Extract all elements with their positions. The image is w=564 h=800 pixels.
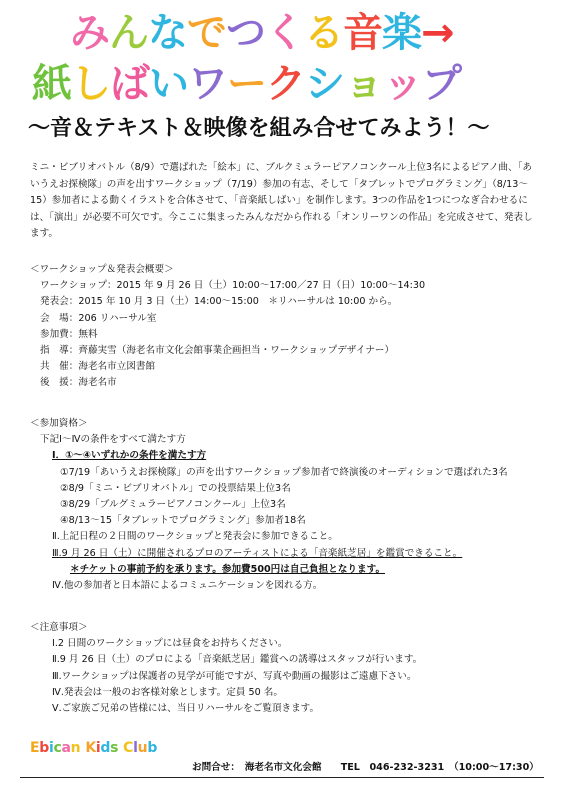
eligibility-condition-3-note: ＊チケットの事前予約を承ります。参加費500円は自己負担となります。 xyxy=(70,563,386,575)
title-line-2-char: ば xyxy=(110,61,149,107)
title-line-1-char: 楽 xyxy=(382,10,421,56)
eligibility-section xyxy=(30,416,540,594)
eligibility-sub-item: ③8/29「ブルグミュラーピアノコンクール」上位3名 xyxy=(60,498,286,510)
title-line-2-char: い xyxy=(149,61,188,107)
logo-char: K xyxy=(85,740,96,756)
notes-section xyxy=(30,620,540,717)
notes-heading: ＜注意事項＞ xyxy=(30,622,88,633)
logo-char: b xyxy=(147,740,158,756)
title-line-1-char: 音 xyxy=(343,10,382,56)
overview-item: 発表会：2015 年 10 月 3 日（土）14:00～15:00 ＊リハーサルは 10:00 から。 xyxy=(40,296,398,308)
eligibility-sub-item: ④8/13～15「タブレットでプログラミング」参加者18名 xyxy=(60,515,306,527)
logo-char: d xyxy=(100,740,111,756)
title-line-1-char: な xyxy=(148,10,187,56)
contact-info: お問合せ： 海老名市文化会館 TEL 046-232-3231 （10:00～17:30） xyxy=(192,762,539,773)
overview-heading: ＜ワークショップ＆発表会概要＞ xyxy=(30,264,174,275)
notes-item: Ⅴ.ご家族ご兄弟の皆様には、当日リハーサルをご覧頂きます。 xyxy=(52,702,320,714)
notes-item: Ⅳ.発表会は一般のお客様対象とします。定員 50 名。 xyxy=(52,686,283,698)
ebican-kids-club-logo xyxy=(30,737,160,759)
overview-item: 参加費：無料 xyxy=(40,328,98,340)
logo-char: c xyxy=(53,740,62,756)
intro-paragraph: ミニ・ビブリオバトル（8/9）で選ばれた「絵本」に、ブルクミュラーピアノコンクール上位3名によるピアノ曲、「あいうえお探検隊」の声を出すワークショップ（7/19）参加の有志、そして「タブレットでプログラミング」（8/13～15）参加者による動くイラストを合体させて、「音楽紙しばい」を制作します。3つの作品を1つにつなぎ合わせるには、「演出」が必要不可欠です。今ここに集まったみんなだから作れる「オンリーワンの作品」を完成させて、発表します。 xyxy=(30,162,533,239)
title-line-2-char: ク xyxy=(266,61,305,107)
eligibility-condition-4: Ⅳ.他の参加者と日本語によるコミュニケーションを図れる方。 xyxy=(52,579,323,591)
title-line-1 xyxy=(70,8,540,58)
overview-section xyxy=(30,262,540,392)
logo-char: i xyxy=(49,740,54,756)
eligibility-condition-3: Ⅲ.9 月 26 日（土）に開催されるプロのアーティストによる「音楽紙芝居」を鑑賞できること。 xyxy=(52,547,463,559)
title-line-2-char: ョ xyxy=(344,61,383,107)
overview-item: 会 場：206 リハーサル室 xyxy=(40,312,157,324)
logo-char: i xyxy=(95,740,101,756)
notes-item: Ⅱ.9 月 26 日（土）のプロによる「音楽紙芝居」鑑賞への誘導はスタッフが行います。 xyxy=(52,654,423,666)
overview-item: 後 援：海老名市 xyxy=(40,377,117,389)
overview-item: 指 導：齊藤実雪（海老名市文化会館事業企画担当・ワークショップデザイナー） xyxy=(40,344,395,356)
eligibility-sub-item: ②8/9「ミニ・ビブリオバトル」での投票結果上位3名 xyxy=(60,482,291,494)
title-line-2-char: ー xyxy=(227,61,266,107)
logo-char: E xyxy=(30,740,40,756)
logo-char: C xyxy=(123,740,134,756)
eligibility-condition-1: Ⅰ．①～④いずれかの条件を満たす方 xyxy=(52,450,207,462)
eligibility-sub-item: ①7/19「あいうえお探検隊」の声を出すワークショップ参加者で終演後のオーディションで選ばれた3名 xyxy=(60,466,508,478)
title-line-2-char: 紙 xyxy=(32,61,71,107)
logo-char: u xyxy=(137,740,148,756)
title-line-1-char: → xyxy=(421,10,454,56)
logo-char: b xyxy=(39,740,49,756)
title-line-2 xyxy=(32,58,532,110)
footer-divider xyxy=(20,777,544,778)
title-line-1-char: で xyxy=(187,10,226,56)
logo-char: n xyxy=(70,740,81,756)
overview-item: ワークショップ：2015 年 9 月 26 日（土）10:00～17:00／27 日（日）10:00～14:30 xyxy=(40,280,426,292)
title-line-2-char: し xyxy=(71,61,110,107)
title-line-2-char: プ xyxy=(422,61,461,107)
subtitle: ～音＆テキスト＆映像を組み合せてみよう！～ xyxy=(28,116,490,141)
logo-char: a xyxy=(61,740,71,756)
eligibility-condition-2: Ⅱ.上記日程の２日間のワークショップと発表会に参加できること。 xyxy=(52,531,338,543)
title-line-1-char: く xyxy=(265,10,304,56)
logo-char: l xyxy=(133,740,138,756)
eligibility-intro: 下記Ⅰ～Ⅳの条件をすべて満たす方 xyxy=(40,434,186,446)
logo-char: s xyxy=(110,740,119,756)
title-line-2-char: シ xyxy=(305,61,344,107)
title-line-1-char: ん xyxy=(109,10,148,56)
title-line-1-char: る xyxy=(304,10,343,56)
title-line-2-char: ッ xyxy=(383,61,422,107)
title-line-1-char: み xyxy=(70,10,109,56)
title-line-1-char: つ xyxy=(226,10,265,56)
overview-item: 共 催：海老名市立図書館 xyxy=(40,361,156,373)
title-line-2-char: ワ xyxy=(188,61,227,107)
notes-item: Ⅰ.2 日間のワークショップには昼食をお持ちください。 xyxy=(52,638,288,650)
eligibility-heading: ＜参加資格＞ xyxy=(30,418,88,429)
notes-item: Ⅲ.ワークショップは保護者の見学が可能ですが、写真や動画の撮影はご遠慮下さい。 xyxy=(52,670,417,682)
